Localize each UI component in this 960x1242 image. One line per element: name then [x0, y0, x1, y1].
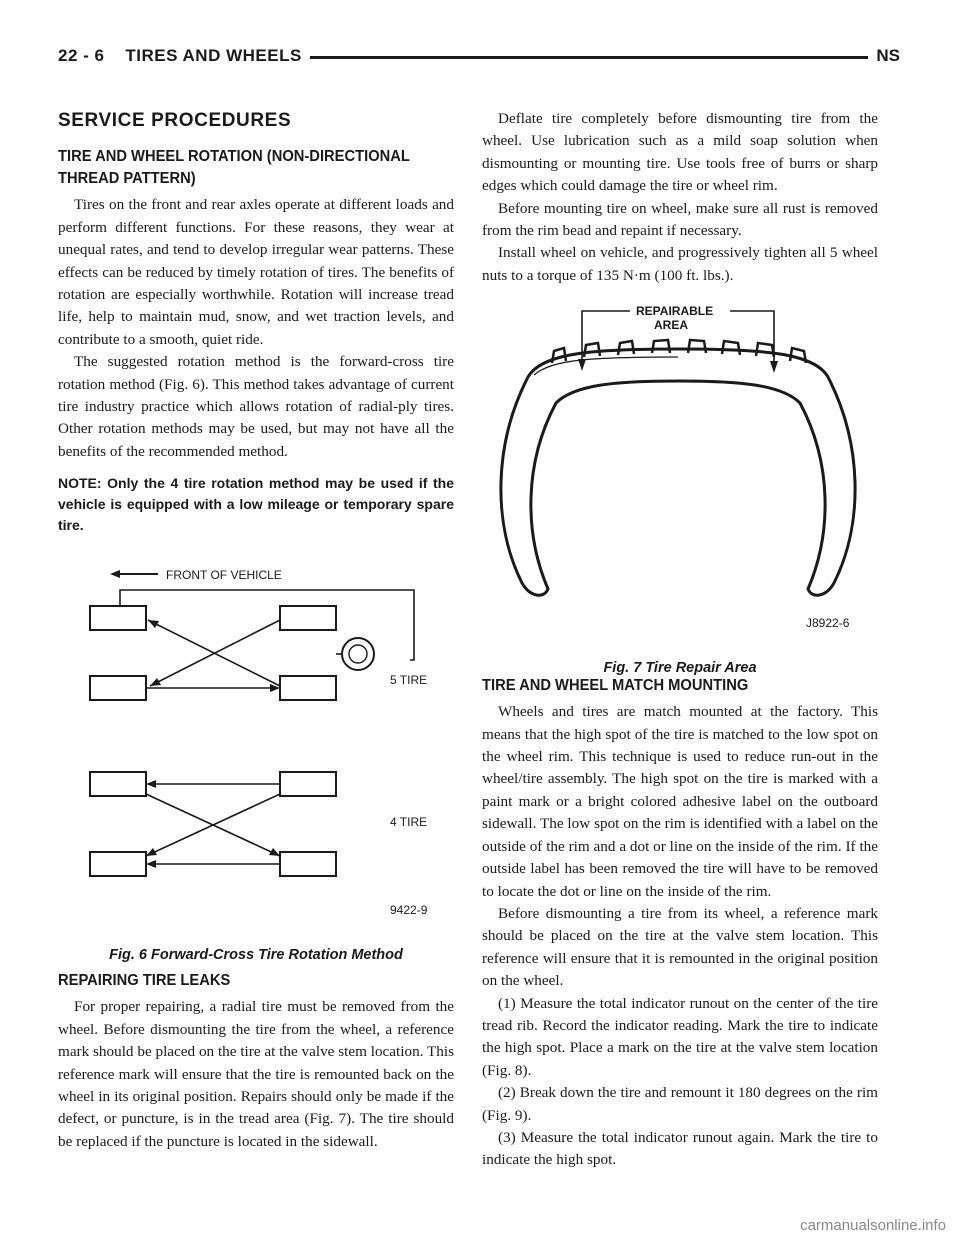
spare-tire-icon [342, 638, 374, 670]
footer-watermark[interactable]: carmanualsonline.info [800, 1217, 946, 1234]
repairable-label: REPAIRABLE [636, 304, 714, 319]
tire4-right-front [280, 772, 336, 796]
match-paragraph-2: Before dismounting a tire from its wheel, a reference mark should be placed on the tire at the valve stem location. This reference will ensure that it is remounted in the original position on the wheel. [482, 904, 878, 990]
front-arrow-icon [110, 570, 120, 578]
header-model-code: NS [868, 46, 900, 66]
page-header [58, 44, 900, 68]
leaks-paragraph-2: Deflate tire completely before dismounting tire from the wheel. Use lubrication such as a mild soap solution when dismounting or mounting tire. Use tools free of burrs or sharp edges which could damage the tire or wheel rim. [482, 110, 878, 195]
leaks-paragraph-1: For proper repairing, a radial tire must be removed from the wheel. Before dismounting the tire from the wheel, a reference mark should be placed on the tire at the valve stem location. This reference mark will ensure that the tire is remounted back on the wheel in its original position. Repairs should only be made if the defect, or puncture, is in the tread area (Fig. 7). The tire should be replaced if the puncture is located in the sidewall. [58, 998, 454, 1150]
match-step-1: (1) Measure the total indicator runout on the center of the tire tread rib. Record the indicator reading. Mark the tire to indicate the high spot. Place a mark on the tire at the valve stem location (Fig. 8). [482, 994, 878, 1079]
area-label: AREA [654, 318, 689, 333]
front-of-vehicle-label: FRONT OF VEHICLE [166, 568, 282, 583]
section-title: SERVICE PROCEDURES [58, 110, 292, 131]
header-section-label: 22 - 6 TIRES AND WHEELS [58, 46, 310, 66]
match-paragraph-1: Wheels and tires are match mounted at the factory. This means that the high spot of the tire is matched to the low spot on the wheel rim. This technique is used to reduce run-out in the wheel/tire assembly. The high spot on the tire is marked with a paint mark or a bright colored adhesive label on the outboard sidewall. The low spot on the rim is identified with a label on the outside of the rim and a dot or line on the inside of the rim. If the outside label has been removed the tire will have to be removed to locate the dot or line on the inside of the rim. [482, 703, 878, 900]
tire4-left-front [90, 772, 146, 796]
rotation-note: NOTE: Only the 4 tire rotation method may be used if the vehicle is equipped with a low mileage or temporary spare tire. [58, 475, 454, 534]
four-tire-label: 4 TIRE [390, 815, 428, 830]
fig7-figure [482, 293, 878, 675]
leaks-paragraph-4: Install wheel on vehicle, and progressively tighten all 5 wheel nuts to a torque of 135 N·m (100 ft. lbs.). [482, 244, 878, 284]
rotation-diagram [58, 542, 454, 942]
rotation-heading: TIRE AND WHEEL ROTATION (NON-DIRECTIONAL THREAD PATTERN) [58, 148, 410, 188]
tire-right-front [280, 606, 336, 630]
right-column [482, 108, 878, 1172]
tire4-left-rear [90, 852, 146, 876]
rotation-paragraph-2: The suggested rotation method is the forward-cross tire rotation method (Fig. 6). This method takes advantage of current tire industry practice which allows rotation of radial-ply tires. Other rotation methods may be used, but may not have all the benefits of the recommended method. [58, 353, 454, 460]
tire-left-rear [90, 676, 146, 700]
rotation-paragraph-1: Tires on the front and rear axles operate at different loads and perform different functions. For these reasons, they wear at unequal rates, and tend to develop irregular wear patterns. These effects can be reduced by timely rotation of tires. The benefits of rotation are especially worthwhile. Rotation will increase tread life, help to maintain mud, snow, and wet traction levels, and contribute to a smooth, quiet ride. [58, 196, 454, 348]
match-step-2: (2) Break down the tire and remount it 180 degrees on the rim (Fig. 9). [482, 1084, 878, 1124]
five-tire-label: 5 TIRE [390, 673, 428, 688]
tire-cross-section [482, 293, 878, 653]
leaks-paragraph-3: Before mounting tire on wheel, make sure all rust is removed from the rim bead and repaint if necessary. [482, 199, 878, 240]
leaks-heading: REPAIRING TIRE LEAKS [58, 972, 231, 990]
fig6-caption: Fig. 6 Forward-Cross Tire Rotation Method [109, 946, 403, 963]
fig6-code: 9422-9 [390, 903, 428, 918]
match-step-3: (3) Measure the total indicator runout again. Mark the tire to indicate the high spot. [482, 1128, 878, 1169]
tire-left-front [90, 606, 146, 630]
fig6-figure [58, 542, 454, 962]
fig7-caption: Fig. 7 Tire Repair Area [603, 659, 757, 676]
match-heading: TIRE AND WHEEL MATCH MOUNTING [482, 677, 749, 695]
left-column [58, 108, 454, 1153]
tire-right-rear [280, 676, 336, 700]
tire4-right-rear [280, 852, 336, 876]
fig7-code: J8922-6 [806, 616, 850, 631]
